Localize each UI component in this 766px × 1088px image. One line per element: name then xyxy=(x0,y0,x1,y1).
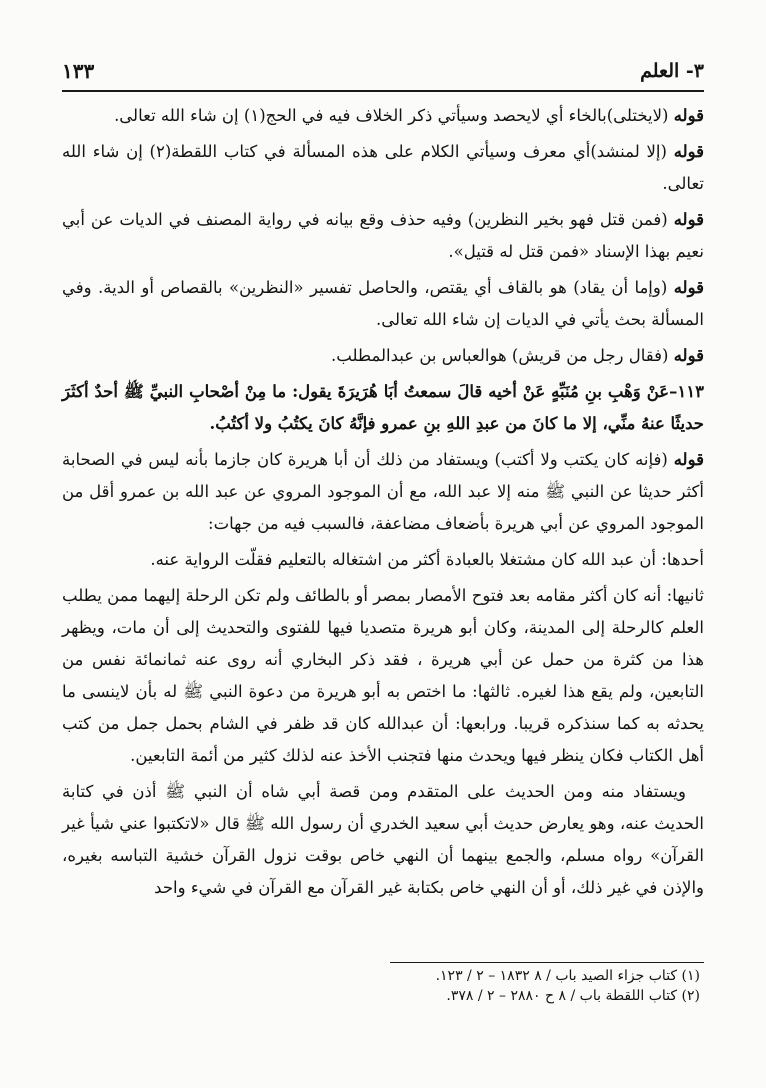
paragraph-text: (إلا لمنشد)أي معرف وسيأتي الكلام على هذه المسألة في كتاب اللقطة(٢) إن شاء الله تعالى. xyxy=(62,142,704,193)
paragraph-text: (وإما أن يقاد) هو بالقاف أي يقتص، والحاصل تفسير «النظرين» بالقصاص أو الدية. وفي المسألة بحث يأتي في الديات إن شاء الله تعالى. xyxy=(62,278,704,329)
paragraph-keyword: قوله xyxy=(673,106,704,125)
footnotes xyxy=(62,966,700,1006)
paragraph xyxy=(62,204,704,268)
paragraph-text: (لايختلى)بالخاء أي لايحصد وسيأتي ذكر الخلاف فيه في الحج(١) إن شاء الله تعالى. xyxy=(114,106,674,125)
paragraph: أحدها: أن عبد الله كان مشتغلا بالعبادة أكثر من اشتغاله بالتعليم فقلّت الرواية عنه. xyxy=(150,550,704,569)
paragraph xyxy=(62,100,704,132)
paragraph-text: (فإنه كان يكتب ولا أكتب) ويستفاد من ذلك أن أبا هريرة كان جازما بأنه ليس في الصحابة أكثر حديثا عن النبي ﷺ منه إلا عبد الله، مع أن الموجود المروي عن عبد الله بن عمرو أقل من الموجود المروي عن أبي هريرة بأضعاف مضاعفة، فالسبب فيه من جهات: xyxy=(62,450,704,533)
paragraph: ويستفاد منه ومن الحديث على المتقدم ومن قصة أبي شاه أن النبي ﷺ أذن في كتابة الحديث عنه، وهو يعارض حديث أبي سعيد الخدري أن رسول الله ﷺ قال «لاتكتبوا عني شيأ غير القرآن» رواه مسلم، والجمع بينهما أن النهي خاص بوقت نزول القرآن خشية التباسه بغيره، والإذن في غير ذلك، أو أن النهي خاص بكتابة غير القرآن مع القرآن في شيء واحد xyxy=(62,782,704,897)
chapter-title: ٣- العلم xyxy=(640,60,704,82)
footnote-divider xyxy=(390,962,704,963)
hadith-text: ١١٣–عَنْ وَهْبِ بنِ مُنَبِّهٍ عَنْ أخيه قالَ سمعتُ أبَا هُرَيرَةَ يقول: ما مِنْ أصْحابِ النبيِّ ﷺ أحدٌ أكثَرَ حديثًا عنهُ منِّي، إلا ما كانَ من عبدِ اللهِ بنِ عمرو فإنَّهُ كانَ يكتُبُ ولا أكتُبُ. xyxy=(62,382,704,433)
footnote: (٢) كتاب اللقطة باب / ٨ ح ٢٨٨٠ – ٢ / ٣٧٨. xyxy=(446,988,700,1004)
paragraph xyxy=(62,272,704,336)
paragraph-text: (فقال رجل من قريش) هوالعباس بن عبدالمطلب. xyxy=(331,346,674,365)
paragraph-keyword: قوله xyxy=(673,450,704,469)
paragraph xyxy=(62,444,704,540)
footnote: (١) كتاب جزاء الصيد باب / ٨ ١٨٣٢ – ٢ / ١٢٣. xyxy=(435,968,700,984)
paragraph-text: (فمن قتل فهو بخير النظرين) وفيه حذف وقع بيانه في رواية المصنف في الديات عن أبي نعيم بهذا الإسناد «فمن قتل له قتيل». xyxy=(62,210,704,261)
paragraph xyxy=(62,136,704,200)
page-number: ١٣٣ xyxy=(62,59,95,83)
paragraph: ثانيها: أنه كان أكثر مقامه بعد فتوح الأمصار بمصر أو بالطائف ولم تكن الرحلة إليهما ممن يطلب العلم كالرحلة إلى المدينة، وكان أبو هريرة متصديا فيها للفتوى والتحديث إلى أن مات، ويظهر هذا من كثرة من حمل عن أبي هريرة ، فقد ذكر البخاري أنه روى عنه ثمانمائة نفس من التابعين، ولم يقع هذا لغيره. ثالثها: ما اختص به أبو هريرة من دعوة النبي ﷺ له بأن لاينسى ما يحدثه به كما سنذكره قريبا. ورابعها: أن عبدالله كان قد ظفر في الشام بحمل جمل من كتب أهل الكتاب فكان ينظر فيها ويحدث منها فتجنب الأخذ عنه لذلك كثير من أئمة التابعين. xyxy=(62,586,704,765)
paragraph-keyword: قوله xyxy=(673,346,704,365)
paragraph-keyword: قوله xyxy=(673,210,704,229)
paragraph xyxy=(62,340,704,372)
page-header xyxy=(62,52,704,92)
paragraph-keyword: قوله xyxy=(673,278,704,297)
paragraph-keyword: قوله xyxy=(673,142,705,161)
page-body xyxy=(62,100,704,908)
